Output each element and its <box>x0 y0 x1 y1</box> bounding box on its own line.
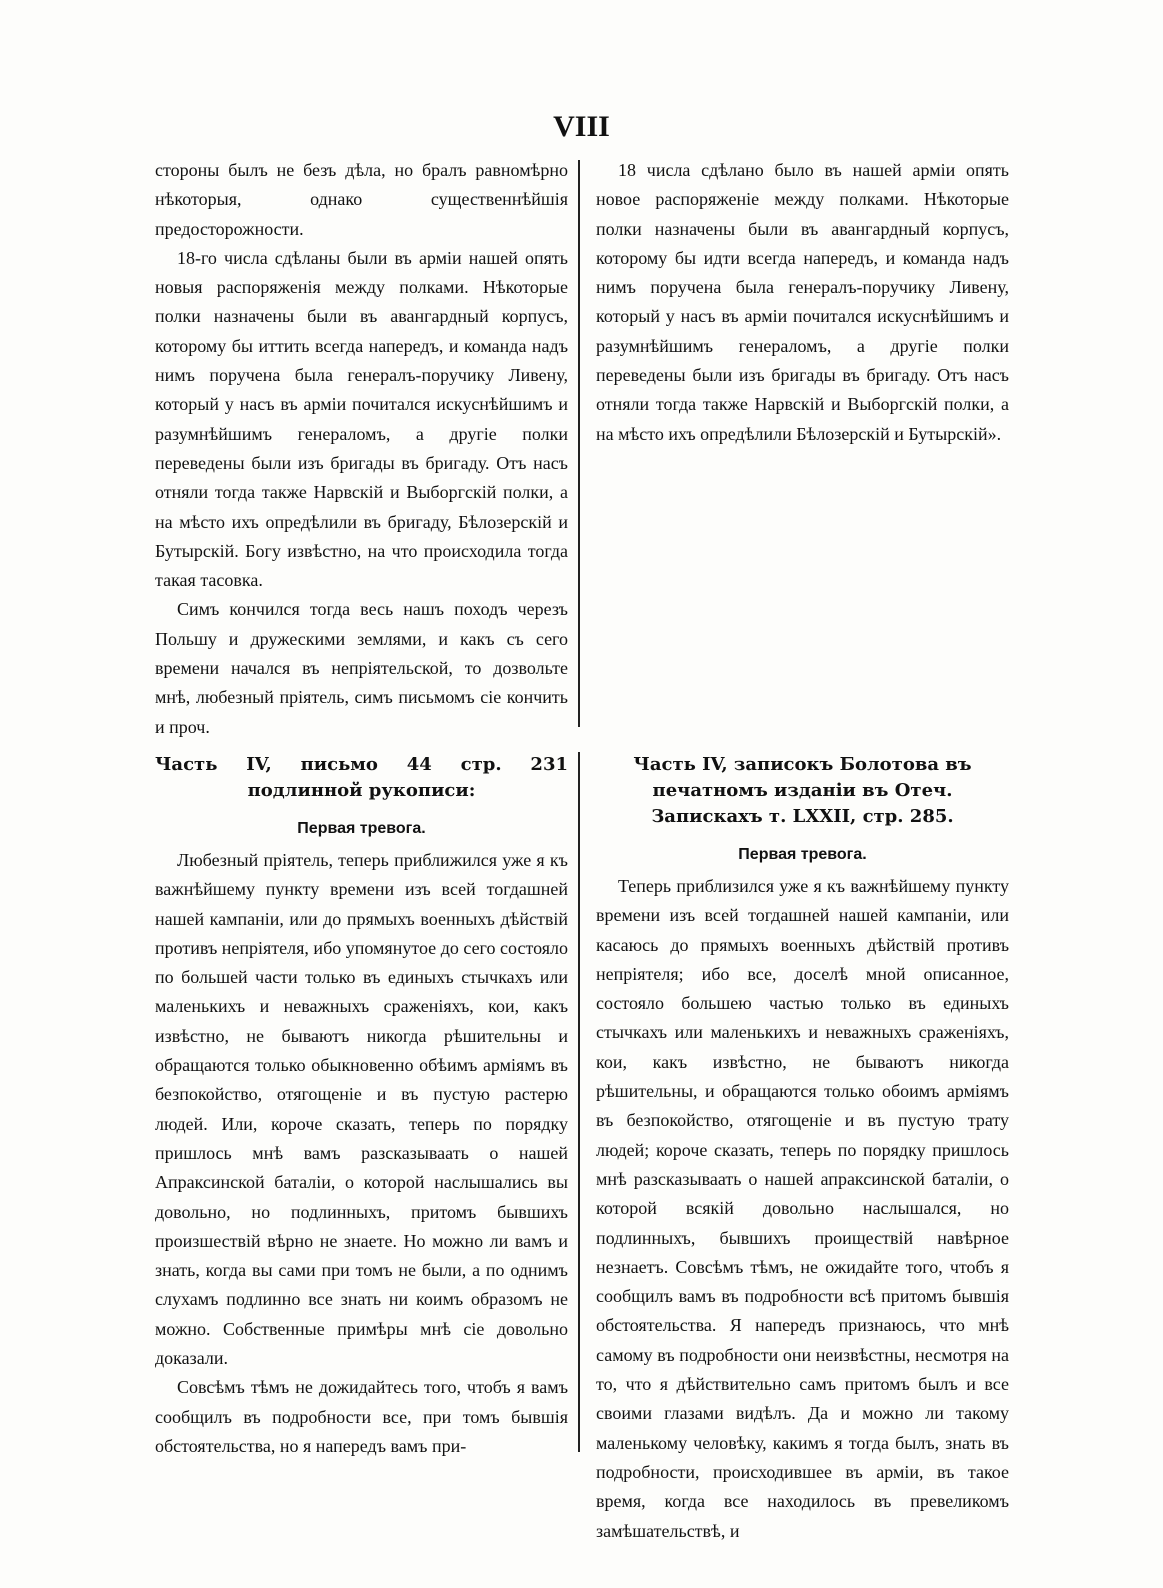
subheading: Первая тревога. <box>297 820 426 837</box>
paragraph: Теперь приблизился уже я къ важнѣйшему пункту времени изъ всей тогдашней нашей кампаніи, или касаюсь до прямыхъ военныхъ дѣйствій противъ непріятеля; ибо все, доселѣ мной описанное, состояло большею частью только въ единыхъ стычкахъ или маленькихъ и неважныхъ сраженіяхъ, кои, какъ извѣстно, не бываютъ никогда рѣшительны, и обращаются только обоимъ арміямъ въ безпокойство, отягощеніе и въ пустую трату людей; короче сказать, теперь по порядку пришлось мнѣ разсказываать о нашей апраксинской баталіи, о которой всякій довольно наслышался, но подлинныхъ, бывшихъ проиществій навѣрное незнаетъ. Совсѣмъ тѣмъ, не ожидайте того, чтобъ я сообщилъ вамъ въ подробности всѣ притомъ бывшія обстоятельства. Я напередъ признаюсь, что мнѣ самому въ подробности они неизвѣстны, несмотря на то, что я дѣйствительно самъ притомъ былъ и все своими глазами видѣлъ. Да и можно ли такому маленькому человѣку, какимъ я тогда былъ, знать въ подробности, происходившее въ арміи, въ такое время, когда все находилось въ превеликомъ замѣшательствѣ, и <box>596 876 1009 1541</box>
section-heading: Часть IV, записокъ Болотова въ печатномъ изданіи въ Отеч. Запискахъ т. LXXII, стр. 285. <box>633 754 972 827</box>
left-column-bottom <box>155 752 568 1461</box>
paragraph: Любезный пріятель, теперь приближился уже я къ важнѣйшему пункту времени изъ всей тогдашней нашей кампаніи, или до прямыхъ военныхъ дѣйствій противъ непріятеля, ибо упомянутое до сего состояло по большей части только въ единыхъ стычкахъ или маленькихъ и неважныхъ сраженіяхъ, кои, какъ извѣстно, не бываютъ никогда рѣшительны и обращаются только обыкновенно обѣимъ арміямъ въ безпокойство, отягощеніе и въ пустую растерю людей. Или, короче сказать, теперь по порядку пришлось мнѣ вамъ разсказываать о нашей Апраксинской баталіи, о которой наслышались вы довольно, но подлинныхъ, притомъ бывшихъ произшествій вѣрно не знаете. Но можно ли вамъ и знать, когда вы сами при томъ не были, а по однимъ слухамъ подлинно все знать ни коимъ образомъ не можно. Собственные примѣры мнѣ сіе довольно доказали. <box>155 850 568 1369</box>
column-divider-top <box>578 160 580 727</box>
column-divider-bottom <box>578 752 580 1452</box>
subheading: Первая тревога. <box>738 846 867 863</box>
page-number: VIII <box>553 110 610 143</box>
left-column-top <box>155 156 568 746</box>
paragraph: 18 числа сдѣлано было въ нашей арміи опять новое распоряженіе между полками. Нѣкоторые полки назначены были въ авангардный корпусъ, которому бы идти всегда напередъ, и команда надъ нимъ поручена была генералъ-поручику Ливену, который у насъ въ арміи почитался искуснѣйшимъ и разумнѣйшимъ генераломъ, а другіе полки переведены были изъ бригады въ бригаду. Отъ насъ отняли тогда также Нарвскій и Выборгскій полки, а на мѣсто ихъ опредѣлили Бѣлозерскій и Бутырскій». <box>596 160 1009 444</box>
paragraph: стороны былъ не безъ дѣла, но бралъ равномѣрно нѣкоторыя, однако существеннѣйшія предосторожности. <box>155 160 568 239</box>
paragraph: Совсѣмъ тѣмъ не дожидайтесь того, чтобъ я вамъ сообщилъ въ подробности все, при томъ бывшія обстоятельства, но я напередъ вамъ при- <box>155 1377 568 1456</box>
section-heading: Часть IV, письмо 44 стр. 231 подлинной рукописи: <box>155 754 568 801</box>
paragraph: 18-го числа сдѣланы были въ арміи нашей опять новыя распоряженія между полками. Нѣкоторые полки назначены были въ авангардный корпусъ, которому бы иттить всегда напередъ, и команда надъ нимъ поручена была генералъ-поручику Ливену, который у насъ въ арміи почитался искуснѣйшимъ и разумнѣйшимъ генераломъ, а другіе полки переведены были изъ бригады въ бригаду. Отъ насъ отняли тогда также Нарвскій и Выборгскій полки, а на мѣсто ихъ опредѣлили въ бригаду, Бѣлозерскій и Бутырскій. Богу извѣстно, на что происходила тогда такая тасовка. <box>155 247 568 591</box>
paragraph: Симъ кончился тогда весь нашъ походъ черезъ Польшу и дружескими землями, и какъ съ сего времени начался въ непріятельской, то дозвольте мнѣ, любезный пріятель, симъ письмомъ сіе кончить и проч. <box>155 599 568 737</box>
right-column-bottom <box>596 752 1009 1546</box>
right-column-top <box>596 156 1009 746</box>
